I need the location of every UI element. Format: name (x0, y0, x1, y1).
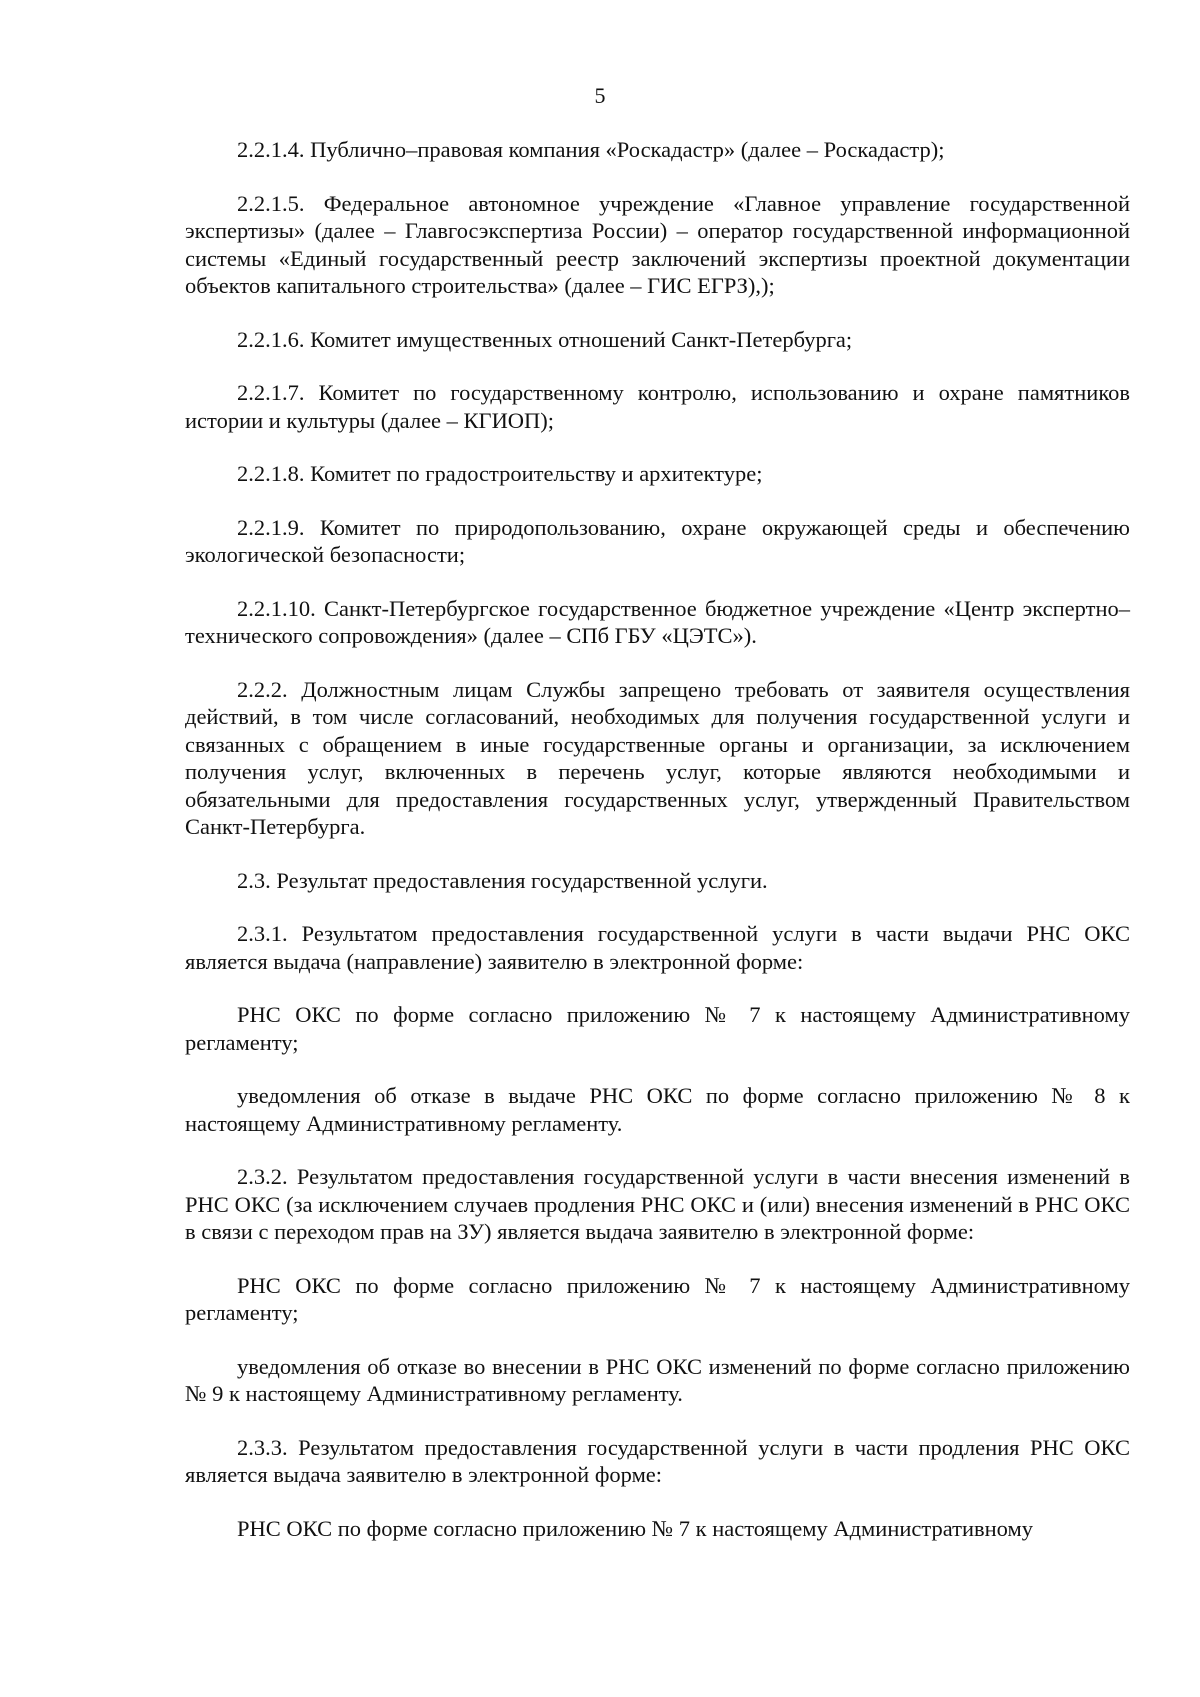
section-heading-2-3: 2.3. Результат предоставления государственной услуги. (237, 867, 768, 893)
paragraph-2-2-1-9: 2.2.1.9. Комитет по природопользованию, охране окружающей среды и обеспечению экологической безопасности; (185, 514, 1130, 567)
paragraph-2-2-2: 2.2.2. Должностным лицам Службы запрещено требовать от заявителя осуществления действий, в том числе согласований, необходимых для получения государственной услуги и связанных с обращением в иные государственные органы и организации, за исключением получения услуг, включенных в перечень услуг, которые являются необходимыми и обязательными для предоставления государственных услуг, утвержденный Правительством Санкт-Петербурга. (185, 676, 1130, 839)
list-item-refusal-notice-form-8: уведомления об отказе в выдаче РНС ОКС по форме согласно приложению № 8 к настоящему Административному регламенту. (185, 1083, 1130, 1136)
paragraph-2-3-1: 2.3.1. Результатом предоставления государственной услуги в части выдачи РНС ОКС является выдача (направление) заявителю в электронной форме: (185, 921, 1130, 974)
paragraph-2-2-1-4: 2.2.1.4. Публично–правовая компания «Роскадастр» (далее – Роскадастр); (237, 137, 945, 162)
paragraph-2-2-1-10: 2.2.1.10. Санкт-Петербургское государственное бюджетное учреждение «Центр экспертно–технического сопровождения» (далее – СПб ГБУ «ЦЭТС»). (185, 595, 1130, 648)
paragraph-2-3-3: 2.3.3. Результатом предоставления государственной услуги в части продления РНС ОКС является выдача заявителю в электронной форме: (185, 1434, 1130, 1487)
page-number: 5 (594, 83, 606, 108)
paragraph-2-2-1-5: 2.2.1.5. Федеральное автономное учреждение «Главное управление государственной экспертизы» (далее – Главгосэкспертиза России) – оператор государственной информационной системы «Единый государственный реестр заключений экспертизы проектной документации объектов капитального строительства» (далее – ГИС ЕГРЗ),); (185, 190, 1130, 298)
list-item-refusal-notice-form-9: уведомления об отказе во внесении в РНС ОКС изменений по форме согласно приложению № 9 к настоящему Административному регламенту. (185, 1353, 1130, 1406)
paragraph-2-2-1-8: 2.2.1.8. Комитет по градостроительству и архитектуре; (237, 461, 763, 486)
paragraph-2-3-2: 2.3.2. Результатом предоставления государственной услуги в части внесения изменений в РНС ОКС (за исключением случаев продления РНС ОКС и (или) внесения изменений в РНС ОКС в связи с переходом прав на ЗУ) является выдача заявителю в электронной форме: (185, 1164, 1130, 1244)
list-item-rns-oks-form-7: РНС ОКС по форме согласно приложению № 7 к настоящему Административному регламенту; (185, 1002, 1130, 1055)
paragraph-2-2-1-7: 2.2.1.7. Комитет по государственному контролю, использованию и охране памятников истории и культуры (далее – КГИОП); (185, 380, 1130, 433)
document-body (185, 136, 1130, 1568)
list-item-rns-oks-form-7: РНС ОКС по форме согласно приложению № 7 к настоящему Административному регламенту; (185, 1272, 1130, 1325)
list-item-rns-oks-form-7: РНС ОКС по форме согласно приложению № 7 к настоящему Административному (237, 1515, 1033, 1541)
paragraph-2-2-1-6: 2.2.1.6. Комитет имущественных отношений Санкт-Петербурга; (237, 326, 853, 352)
